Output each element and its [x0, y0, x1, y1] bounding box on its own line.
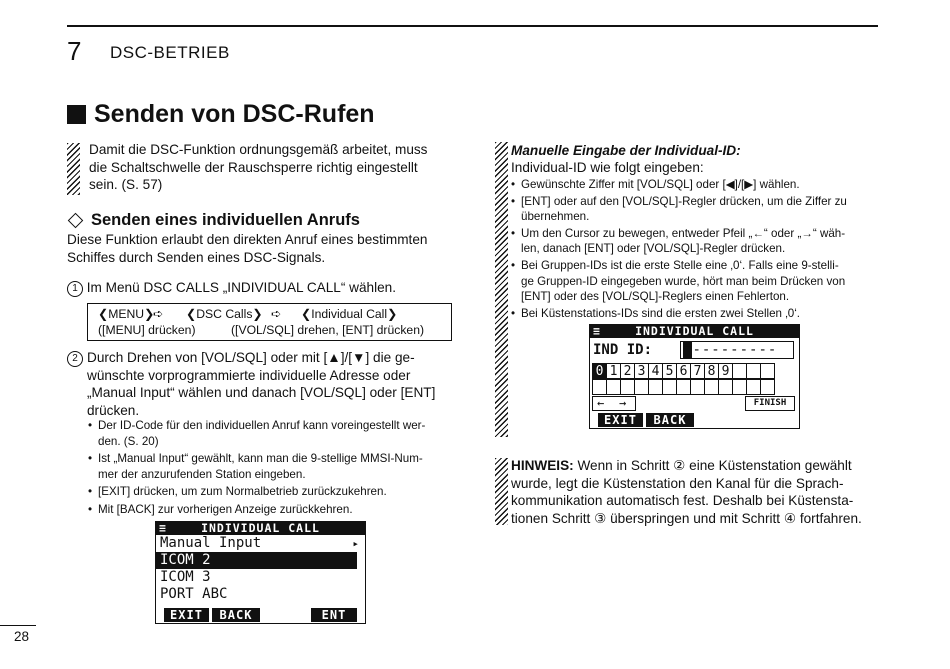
list-item: • Gewünschte Ziffer mit [VOL/SQL] oder [◀]/[▶] wählen. — [511, 177, 878, 193]
manual-intro: Individual-ID wie folgt eingeben: — [511, 160, 704, 175]
step-number-2: 2 — [67, 351, 83, 367]
hinweis-line: kommunikation automatisch fest. Deshalb bei Küstensta- — [511, 493, 854, 508]
bullet-line: [ENT] oder des [VOL/SQL]-Reglers einen Fehlerton. — [521, 290, 790, 304]
bullet-line: mer der anzurufenden Station eingeben. — [98, 467, 306, 481]
grid-cell — [676, 379, 691, 395]
diamond-icon — [68, 213, 84, 229]
note-hatch-icon — [495, 458, 508, 525]
grid-cell — [592, 379, 607, 395]
grid-cell — [760, 363, 775, 379]
digit-cell: 8 — [704, 363, 719, 379]
grid-cell — [634, 379, 649, 395]
hinweis-line: tionen Schritt ③ überspringen und mit Schritt ④ fortfahren. — [511, 510, 862, 526]
finish-cell: FINISH — [745, 396, 795, 411]
subsection-title-text: Senden eines individuellen Anrufs — [91, 211, 360, 229]
id-entry-field — [680, 341, 794, 359]
menu-path-row — [98, 307, 445, 321]
menu-hint-row — [98, 323, 445, 337]
lcd-list-item-selected: ICOM 2 — [156, 552, 357, 569]
step-2-bullets — [88, 418, 452, 518]
digit-cell: 4 — [648, 363, 663, 379]
digit-cell: 1 — [606, 363, 621, 379]
grid-cell — [746, 363, 761, 379]
lcd-row-label: Manual Input — [160, 535, 262, 551]
grid-cell — [732, 379, 747, 395]
step-1 — [67, 279, 452, 297]
menu-item: ❮Individual Call❯ — [301, 307, 398, 321]
list-item — [88, 418, 452, 449]
bullet-line: • [ENT] oder auf den [VOL/SQL]-Regler drücken, um die Ziffer zu — [521, 194, 847, 208]
step-number-1: 1 — [67, 281, 83, 297]
digit-cell: 5 — [662, 363, 677, 379]
digit-cell: 6 — [676, 363, 691, 379]
note-hatch-icon — [495, 142, 508, 437]
list-item — [511, 226, 878, 257]
intro-line: Diese Funktion erlaubt den direkten Anruf eines bestimmten — [67, 232, 428, 247]
grid-cell — [732, 363, 747, 379]
id-entry-value: --------- — [692, 342, 778, 358]
bullet-line: • Bei Gruppen-IDs ist die erste Stelle eine ‚0‘. Falls eine 9-stelli- — [521, 258, 839, 272]
arrow-icon: ➪ — [153, 307, 164, 321]
lcd-title-bar — [590, 325, 799, 338]
softkey-back: BACK — [212, 608, 260, 622]
bullet-line: den. (S. 20) — [98, 434, 159, 448]
bullet-line: • Ist „Manual Input“ gewählt, kann man die 9-stellige MMSI-Num- — [98, 452, 423, 466]
softkey-ent: ENT — [311, 608, 357, 622]
menu-path-box — [87, 303, 452, 341]
chapter-title: DSC-BETRIEB — [110, 43, 230, 62]
grid-cell — [718, 379, 733, 395]
ind-id-label: IND ID: — [593, 342, 653, 358]
digit-cell: 3 — [634, 363, 649, 379]
manual-input-section — [511, 142, 878, 321]
cursor-arrows — [592, 396, 636, 411]
subsection-intro — [67, 231, 452, 266]
list-item: • Bei Küstenstations-IDs sind die ersten zwei Stellen ‚0‘. — [511, 306, 878, 322]
digit-cell: 2 — [620, 363, 635, 379]
arrow-icon: ➪ — [271, 307, 282, 321]
step-2-line: drücken. — [87, 402, 140, 418]
section-title-text: Senden von DSC-Rufen — [94, 100, 375, 128]
square-bullet-icon — [67, 105, 86, 124]
lcd-list-item: PORT ABC — [160, 586, 228, 602]
chapter-number: 7 — [67, 36, 82, 66]
step-2-line: wünschte vorprogrammierte individuelle Adresse oder — [87, 367, 411, 383]
list-item — [88, 451, 452, 482]
intro-line: Schiffes durch Senden eines DSC-Signals. — [67, 249, 326, 265]
menu-item: ❮DSC Calls❯ — [186, 307, 263, 321]
hinweis-label: HINWEIS: — [511, 458, 574, 473]
digit-cell: 7 — [690, 363, 705, 379]
arrow-right-icon: → — [619, 396, 627, 410]
grid-cell — [648, 379, 663, 395]
grid-cell — [704, 379, 719, 395]
hinweis-note — [511, 457, 878, 527]
subsection-title — [67, 211, 360, 230]
bullet-line: • Um den Cursor zu bewegen, entweder Pfeil „←“ oder „→“ wäh- — [521, 226, 846, 240]
step-1-text: Im Menü DSC CALLS „INDIVIDUAL CALL“ wählen. — [86, 280, 397, 295]
digit-cell: 9 — [718, 363, 733, 379]
bullet-line: ge Gruppen-ID eingegeben wurde, hört man beim Drücken von — [521, 274, 846, 288]
list-item — [511, 258, 878, 305]
digit-cell: 0 — [592, 363, 607, 379]
softkey-back: BACK — [646, 413, 694, 427]
cursor-block: ■ — [683, 342, 693, 358]
section-title — [67, 100, 375, 129]
step-2-line: „Manual Input“ wählen und danach [VOL/SQL] oder [ENT] — [87, 385, 436, 400]
lcd-individual-call-list — [155, 521, 366, 624]
lcd-title: INDIVIDUAL CALL — [635, 324, 754, 338]
lcd-list-item — [156, 535, 365, 552]
step-2-line: Durch Drehen von [VOL/SQL] oder mit [▲]/[▼] die ge- — [87, 350, 415, 365]
menu-hint: ([VOL/SQL] drehen, [ENT] drücken) — [231, 323, 425, 337]
menu-icon: ≡ — [159, 521, 167, 535]
note-hatch-icon — [67, 143, 80, 195]
note-line: sein. (S. 57) — [89, 177, 163, 192]
grid-cell — [620, 379, 635, 395]
lcd-individual-id-entry — [589, 324, 800, 429]
hinweis-line: wurde, legt die Küstenstation den Kanal für die Sprach- — [511, 475, 844, 491]
grid-cell — [746, 379, 761, 395]
lcd-list-item: ICOM 3 — [160, 569, 211, 585]
softkey-exit: EXIT — [598, 413, 643, 427]
menu-icon: ≡ — [593, 324, 601, 338]
lcd-title: INDIVIDUAL CALL — [201, 521, 320, 535]
bullet-line: len, danach [ENT] oder [VOL/SQL]-Regler drücken. — [521, 242, 786, 256]
grid-cell — [662, 379, 677, 395]
note-line: Damit die DSC-Funktion ordnungsgemäß arbeitet, muss — [89, 142, 428, 157]
hinweis-line: Wenn in Schritt ② eine Küstenstation gewählt — [577, 458, 852, 473]
list-item — [511, 194, 878, 225]
grid-cell — [606, 379, 621, 395]
manual-title: Manuelle Eingabe der Individual-ID: — [511, 143, 741, 158]
list-item: • Mit [BACK] zur vorherigen Anzeige zurückkehren. — [88, 502, 452, 518]
arrow-right-icon: ▸ — [352, 537, 359, 550]
menu-item: ❮MENU❯ — [98, 307, 155, 321]
softkey-exit: EXIT — [164, 608, 209, 622]
list-item: • [EXIT] drücken, um zum Normalbetrieb zurückzukehren. — [88, 484, 452, 500]
note-line: die Schaltschwelle der Rauschsperre richtig eingestellt — [89, 159, 418, 175]
bullet-line: übernehmen. — [521, 210, 590, 224]
note-squelch — [89, 141, 452, 194]
page-rule — [0, 625, 36, 626]
manual-bullets — [511, 177, 878, 321]
grid-cell — [690, 379, 705, 395]
top-rule — [67, 25, 878, 27]
arrow-left-icon: ← — [597, 396, 605, 410]
grid-cell — [760, 379, 775, 395]
menu-hint: ([MENU] drücken) — [98, 323, 196, 337]
step-2 — [67, 349, 452, 419]
bullet-line: • Der ID-Code für den individuellen Anruf kann voreingestellt wer- — [98, 419, 426, 432]
lcd-title-bar — [156, 522, 365, 535]
page-number: 28 — [14, 629, 30, 644]
